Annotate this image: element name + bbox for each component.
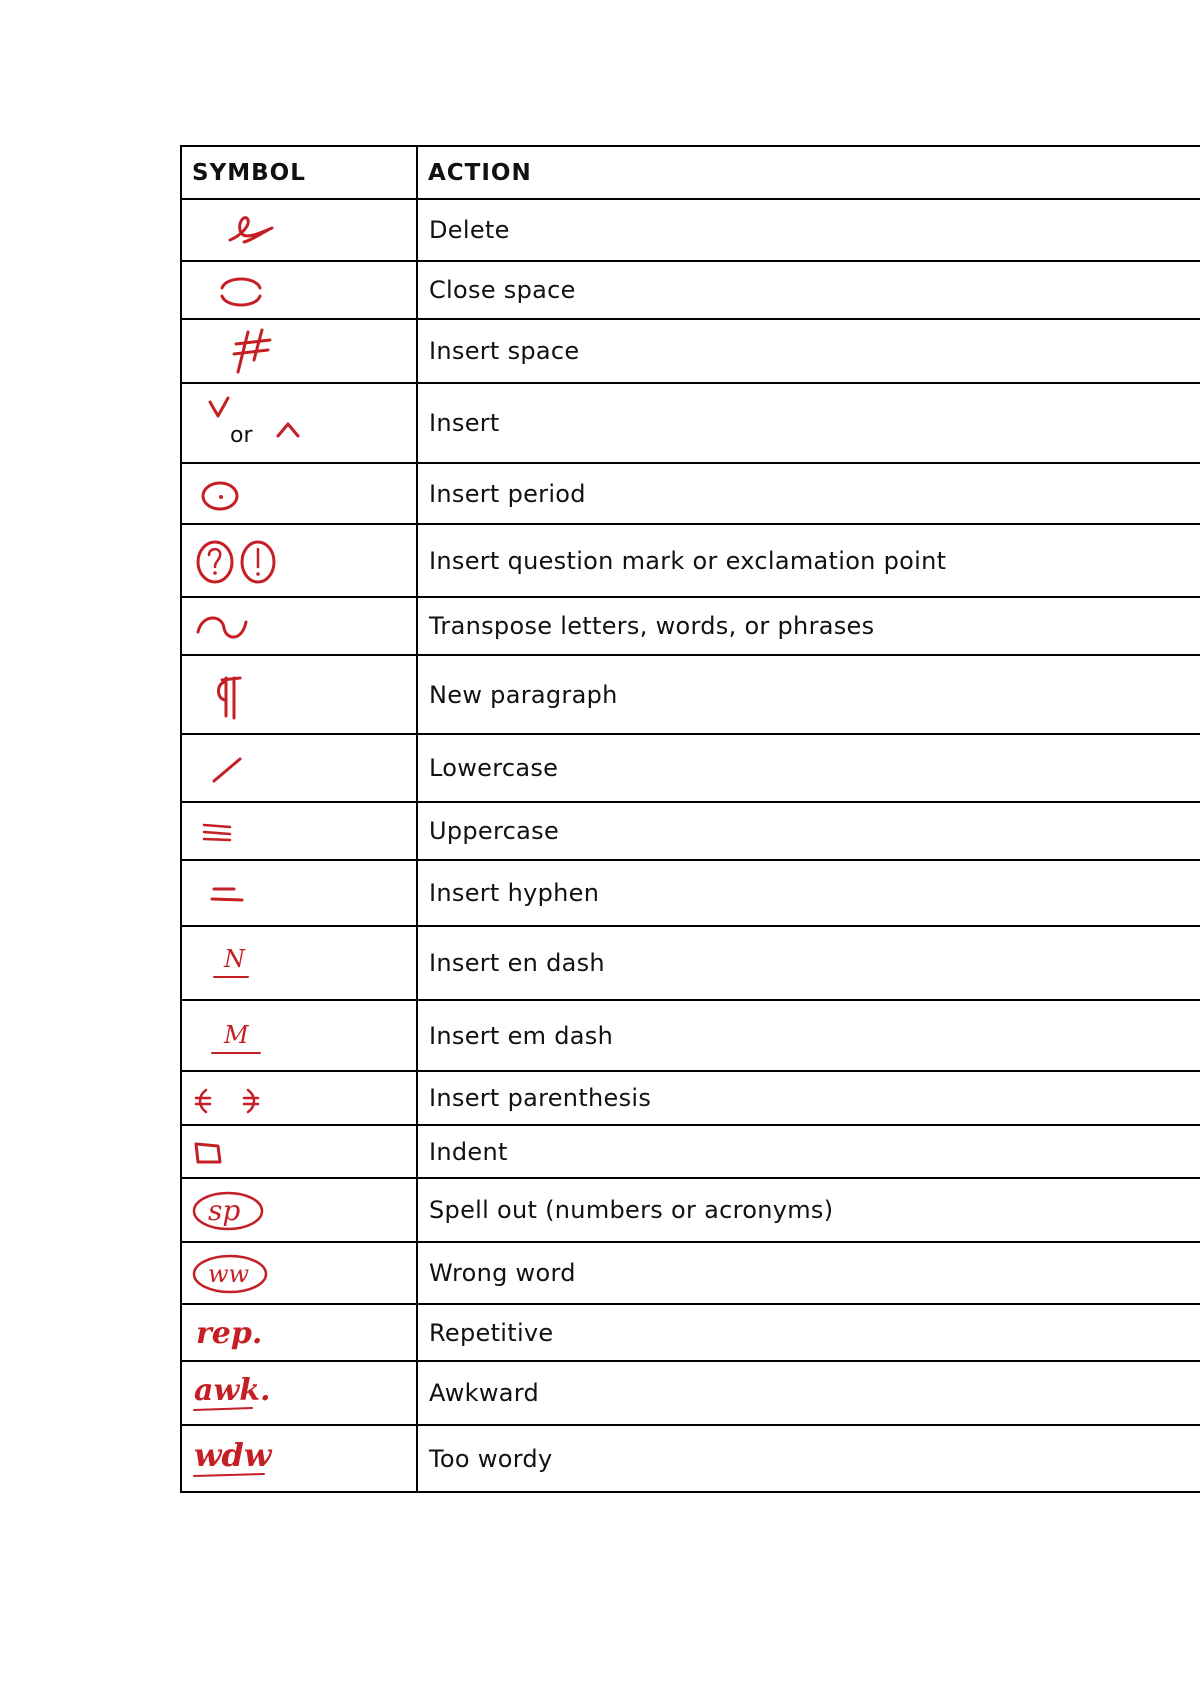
hash-insert-space-icon bbox=[182, 320, 418, 384]
action-cell: Awkward bbox=[417, 1361, 1200, 1425]
action-cell: Insert question mark or exclamation point bbox=[417, 524, 1200, 597]
symbol-column-header: SYMBOL bbox=[181, 146, 417, 199]
action-cell: Insert bbox=[417, 383, 1200, 463]
action-cell: Close space bbox=[417, 261, 1200, 319]
symbol-cell bbox=[181, 926, 417, 1000]
en-dash-mark-icon bbox=[182, 927, 418, 1001]
symbol-cell bbox=[181, 463, 417, 524]
indent-box-icon bbox=[182, 1126, 418, 1179]
header-row bbox=[181, 146, 1200, 199]
hyphen-mark-icon bbox=[182, 861, 418, 927]
transpose-tilde-icon bbox=[182, 598, 418, 656]
symbol-cell bbox=[181, 199, 417, 261]
action-cell: Indent bbox=[417, 1125, 1200, 1178]
action-cell: Insert en dash bbox=[417, 926, 1200, 1000]
m-glyph: M bbox=[224, 1021, 249, 1049]
n-glyph: N bbox=[224, 945, 245, 973]
circled-sp-icon bbox=[182, 1179, 418, 1243]
symbol-cell bbox=[181, 319, 417, 383]
table-row bbox=[181, 463, 1200, 524]
symbol-cell bbox=[181, 655, 417, 734]
table-row bbox=[181, 383, 1200, 463]
ww-glyph: ww bbox=[208, 1260, 250, 1288]
symbol-cell bbox=[181, 1425, 417, 1492]
table-row bbox=[181, 1071, 1200, 1125]
rep-glyph: rep. bbox=[196, 1316, 263, 1351]
awk-glyph: awk. bbox=[194, 1373, 271, 1408]
delete-mark-icon bbox=[182, 200, 418, 262]
table-row bbox=[181, 1178, 1200, 1242]
symbol-cell bbox=[181, 1071, 417, 1125]
symbol-cell bbox=[181, 1125, 417, 1178]
awk-mark-icon bbox=[182, 1362, 418, 1426]
table-row bbox=[181, 1304, 1200, 1361]
action-cell: Delete bbox=[417, 199, 1200, 261]
table-row bbox=[181, 802, 1200, 860]
table-row bbox=[181, 524, 1200, 597]
slash-lowercase-icon bbox=[182, 735, 418, 803]
action-cell: Insert hyphen bbox=[417, 860, 1200, 926]
table-row bbox=[181, 597, 1200, 655]
pilcrow-icon bbox=[182, 656, 418, 735]
action-cell: New paragraph bbox=[417, 655, 1200, 734]
caret-insert-icon bbox=[182, 384, 418, 464]
table-row bbox=[181, 860, 1200, 926]
table-row bbox=[181, 1425, 1200, 1492]
table-row bbox=[181, 261, 1200, 319]
table-row bbox=[181, 1125, 1200, 1178]
parenthesis-mark-icon bbox=[182, 1072, 418, 1126]
circled-ww-icon bbox=[182, 1243, 418, 1305]
symbol-cell bbox=[181, 261, 417, 319]
circled-question-exclamation-icon bbox=[182, 525, 418, 598]
rep-mark-icon bbox=[182, 1305, 418, 1362]
action-cell: Uppercase bbox=[417, 802, 1200, 860]
action-cell: Lowercase bbox=[417, 734, 1200, 802]
wdw-glyph: wdw bbox=[194, 1436, 272, 1474]
table-row bbox=[181, 1361, 1200, 1425]
symbol-cell bbox=[181, 1178, 417, 1242]
symbol-cell bbox=[181, 1242, 417, 1304]
action-cell: Insert em dash bbox=[417, 1000, 1200, 1071]
symbol-cell bbox=[181, 860, 417, 926]
proofreading-marks-sheet bbox=[180, 145, 1200, 1493]
table-row bbox=[181, 1000, 1200, 1071]
wdw-mark-icon bbox=[182, 1426, 418, 1493]
symbol-cell bbox=[181, 1304, 417, 1361]
table-row bbox=[181, 319, 1200, 383]
action-cell: Insert space bbox=[417, 319, 1200, 383]
action-cell: Too wordy bbox=[417, 1425, 1200, 1492]
symbol-cell bbox=[181, 383, 417, 463]
sp-glyph: sp bbox=[208, 1194, 241, 1227]
symbol-cell bbox=[181, 1361, 417, 1425]
action-cell: Insert period bbox=[417, 463, 1200, 524]
symbol-cell bbox=[181, 597, 417, 655]
action-cell: Spell out (numbers or acronyms) bbox=[417, 1178, 1200, 1242]
table-row bbox=[181, 199, 1200, 261]
table-row bbox=[181, 926, 1200, 1000]
table-row bbox=[181, 655, 1200, 734]
table-row bbox=[181, 734, 1200, 802]
or-label: or bbox=[230, 423, 253, 448]
close-space-icon bbox=[182, 262, 418, 320]
action-cell: Wrong word bbox=[417, 1242, 1200, 1304]
circled-period-icon bbox=[182, 464, 418, 525]
action-cell: Repetitive bbox=[417, 1304, 1200, 1361]
em-dash-mark-icon bbox=[182, 1001, 418, 1072]
table-row bbox=[181, 1242, 1200, 1304]
symbol-cell bbox=[181, 734, 417, 802]
symbol-cell bbox=[181, 1000, 417, 1071]
action-column-header: ACTION bbox=[417, 146, 1200, 199]
proofreading-marks-table bbox=[180, 145, 1200, 1493]
action-cell: Transpose letters, words, or phrases bbox=[417, 597, 1200, 655]
symbol-cell bbox=[181, 802, 417, 860]
symbol-cell bbox=[181, 524, 417, 597]
triple-underline-icon bbox=[182, 803, 418, 861]
action-cell: Insert parenthesis bbox=[417, 1071, 1200, 1125]
